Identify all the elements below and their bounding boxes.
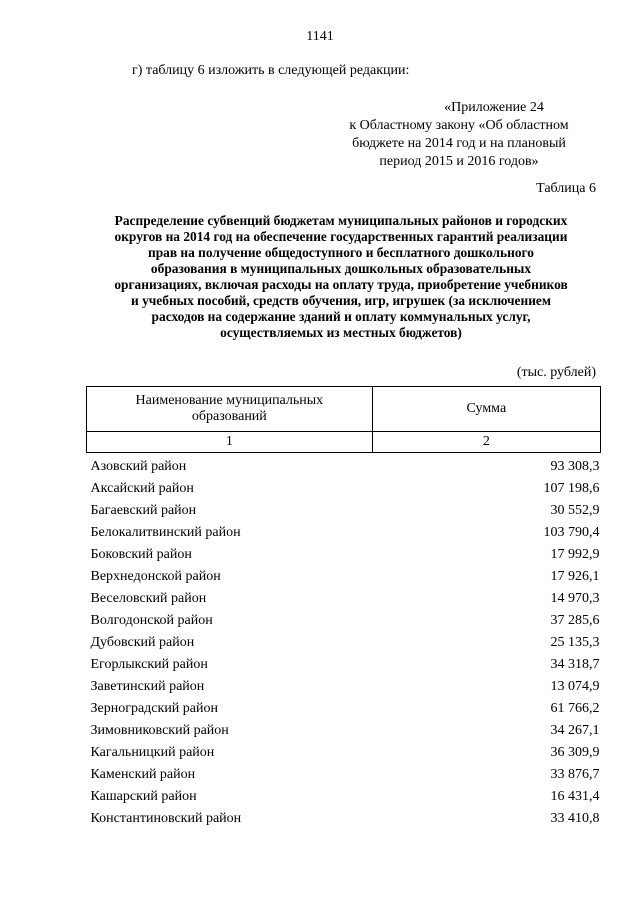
table-row <box>87 698 601 720</box>
subsidy-amount: 25 135,3 <box>550 635 600 650</box>
heading-line-6: и учебных пособий, средств обучения, игр, игрушек (за исключением <box>131 293 551 308</box>
heading-line-8: осуществляемых из местных бюджетов) <box>220 325 462 340</box>
subsidy-amount: 13 074,9 <box>550 679 600 694</box>
subsidy-amount: 16 431,4 <box>550 789 600 804</box>
municipality-name: Константиновский район <box>90 811 242 826</box>
subsidy-amount: 107 198,6 <box>543 481 600 496</box>
heading-line-2: округов на 2014 год на обеспечение государственных гарантий реализации <box>114 229 568 244</box>
municipality-name: Кагальницкий район <box>90 745 215 760</box>
subsidy-amount: 37 285,6 <box>550 613 600 628</box>
subsidy-amount: 34 267,1 <box>550 723 600 738</box>
municipality-name: Волгодонской район <box>90 613 213 628</box>
table-row <box>87 808 601 830</box>
column-number-1: 1 <box>87 432 373 453</box>
table-label: Таблица 6 <box>536 181 596 196</box>
units-label: (тыс. рублей) <box>516 365 596 380</box>
table-row <box>87 720 601 742</box>
table-row <box>87 453 601 479</box>
municipality-name: Егорлыкский район <box>90 657 208 672</box>
column-header-name-line-1: Наименование муниципальных <box>135 393 324 408</box>
appendix-line-1: «Приложение 24 <box>444 100 544 115</box>
appendix-reference <box>330 99 588 171</box>
heading-line-5: организациях, включая расходы на оплату труда, приобретение учебников <box>114 277 568 292</box>
subsidy-amount: 17 926,1 <box>550 569 600 584</box>
table-row <box>87 588 601 610</box>
table-row <box>87 742 601 764</box>
column-number-2: 2 <box>372 432 600 453</box>
subsidy-amount: 14 970,3 <box>550 591 600 606</box>
heading-line-4: образования в муниципальных дошкольных образовательных <box>150 261 532 276</box>
heading-line-1: Распределение субвенций бюджетам муниципальных районов и городских <box>114 213 568 228</box>
subsidy-amount: 33 410,8 <box>550 811 600 826</box>
subsidy-amount: 93 308,3 <box>550 459 600 474</box>
table-row <box>87 478 601 500</box>
table-row <box>87 544 601 566</box>
table-row <box>87 786 601 808</box>
page-number: 1141 <box>306 29 334 44</box>
table-row <box>87 610 601 632</box>
table-row <box>87 566 601 588</box>
column-header-amount: Сумма <box>372 387 600 432</box>
municipality-name: Багаевский район <box>90 503 197 518</box>
subsidy-amount: 103 790,4 <box>543 525 600 540</box>
municipality-name: Дубовский район <box>90 635 195 650</box>
document-heading <box>76 213 606 341</box>
municipality-name: Веселовский район <box>90 591 207 606</box>
municipality-name: Белокалитвинский район <box>90 525 241 540</box>
appendix-line-3: бюджете на 2014 год и на плановый <box>352 136 566 151</box>
table-row <box>87 676 601 698</box>
subsidy-amount: 17 992,9 <box>550 547 600 562</box>
municipality-name: Верхнедонской район <box>90 569 221 584</box>
appendix-line-2: к Областному закону «Об областном <box>349 118 569 133</box>
subsidy-amount: 33 876,7 <box>550 767 600 782</box>
intro-text: г) таблицу 6 изложить в следующей редакции: <box>132 63 410 78</box>
subsidy-table <box>86 386 601 830</box>
table-row <box>87 522 601 544</box>
column-header-name <box>87 387 373 432</box>
column-header-name-line-2: образований <box>191 409 267 424</box>
municipality-name: Заветинский район <box>90 679 205 694</box>
subsidy-amount: 34 318,7 <box>550 657 600 672</box>
municipality-name: Зимовниковский район <box>90 723 229 738</box>
municipality-name: Каменский район <box>90 767 196 782</box>
table-row <box>87 632 601 654</box>
heading-line-3: прав на получение общедоступного и бесплатного дошкольного <box>147 245 534 260</box>
municipality-name: Зерноградский район <box>90 701 218 716</box>
heading-line-7: расходов на содержание зданий и оплату коммунальных услуг, <box>151 309 531 324</box>
municipality-name: Боковский район <box>90 547 192 562</box>
table-row <box>87 654 601 676</box>
table-row <box>87 764 601 786</box>
table-row <box>87 500 601 522</box>
subsidy-amount: 36 309,9 <box>550 745 600 760</box>
municipality-name: Аксайский район <box>90 481 194 496</box>
appendix-line-4: период 2015 и 2016 годов» <box>379 154 539 169</box>
municipality-name: Азовский район <box>90 459 187 474</box>
subsidy-amount: 30 552,9 <box>550 503 600 518</box>
subsidy-amount: 61 766,2 <box>550 701 600 716</box>
municipality-name: Кашарский район <box>90 789 197 804</box>
